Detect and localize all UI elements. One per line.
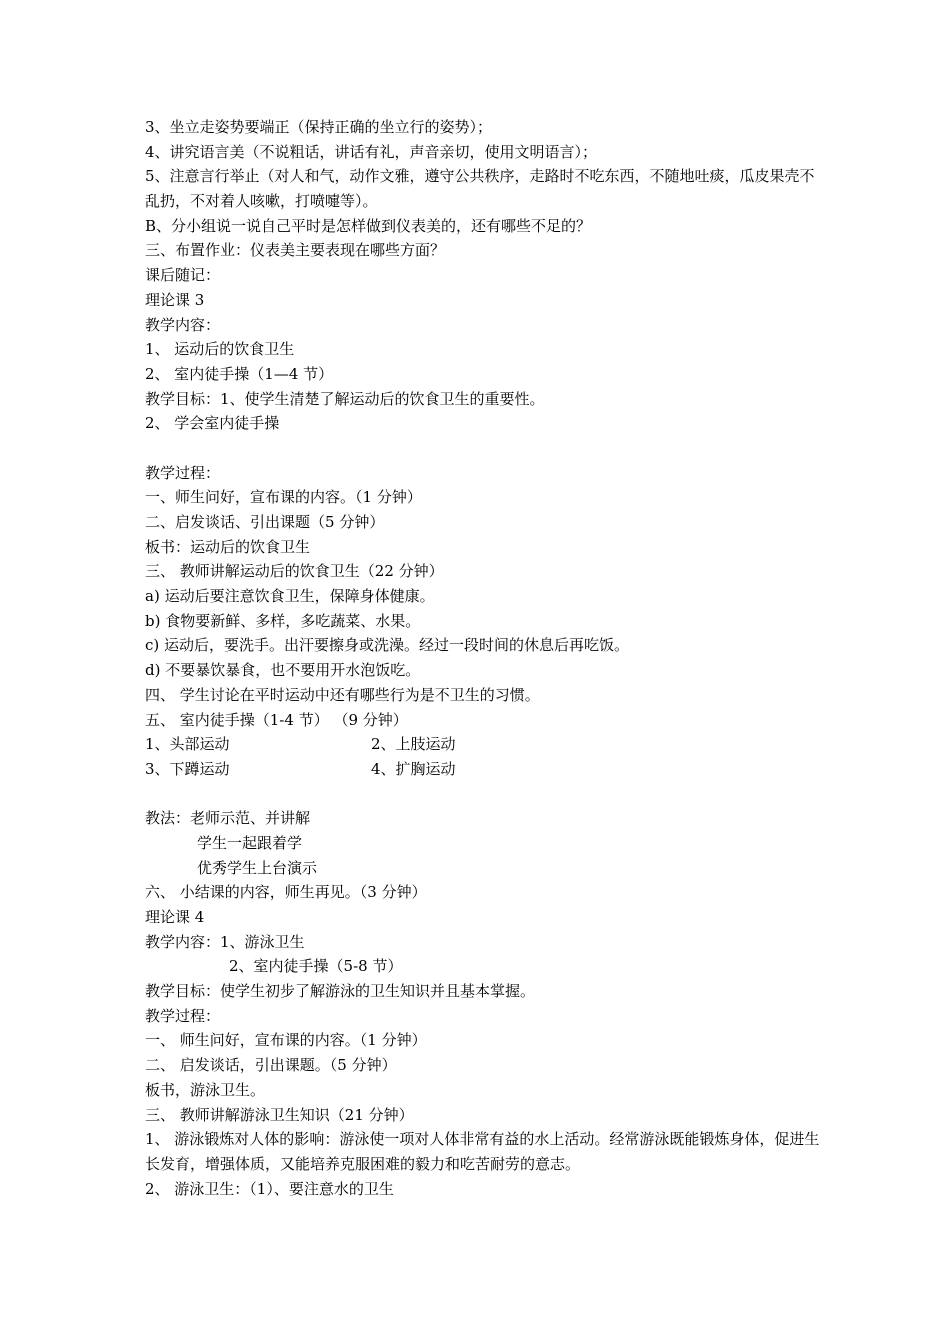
- exercise-item: 1、头部运动: [145, 735, 230, 754]
- text-line: 三、 教师讲解游泳卫生知识（21 分钟）: [145, 1105, 414, 1124]
- list-item: 1、 运动后的饮食卫生: [145, 340, 295, 359]
- text-line: 二、启发谈话、引出课题（5 分钟）: [145, 513, 385, 532]
- text-line: 教学内容：1、游泳卫生: [145, 932, 305, 951]
- text-line: 2、室内徒手操（5-8 节）: [229, 957, 403, 976]
- list-item: d) 不要暴饮暴食，也不要用开水泡饭吃。: [145, 661, 421, 680]
- blank-line: [145, 436, 825, 461]
- text-line: 教学目标：使学生初步了解游泳的卫生知识并且基本掌握。: [145, 982, 536, 1001]
- section-heading: 理论课 3: [145, 290, 205, 309]
- text-line: 一、师生问好，宣布课的内容。（1 分钟）: [145, 488, 422, 507]
- exercise-row: [145, 757, 825, 782]
- text-line: 2、 游泳卫生：（1）、要注意水的卫生: [145, 1179, 394, 1198]
- text-line: 板书：运动后的饮食卫生: [145, 537, 311, 556]
- text-line: 优秀学生上台演示: [197, 858, 318, 877]
- text-line: 课后随记：: [145, 266, 221, 285]
- text-line: 五、 室内徒手操（1-4 节） （9 分钟）: [145, 710, 408, 729]
- text-line: 三、 教师讲解运动后的饮食卫生（22 分钟）: [145, 562, 444, 581]
- text-line: 三、布置作业：仪表美主要表现在哪些方面？: [145, 241, 446, 260]
- section-heading: 理论课 4: [145, 908, 205, 927]
- exercise-item: 4、扩胸运动: [371, 759, 456, 778]
- exercise-item: 2、上肢运动: [371, 735, 456, 754]
- text-line: 教学内容：: [145, 315, 221, 334]
- text-line: 板书，游泳卫生。: [145, 1080, 266, 1099]
- exercise-item: 3、下蹲运动: [145, 759, 230, 778]
- text-line: 3、坐立走姿势要端正（保持正确的坐立行的姿势）；: [145, 118, 493, 136]
- text-line: 一、 师生问好，宣布课的内容。（1 分钟）: [145, 1031, 427, 1050]
- text-line: 教学过程：: [145, 1006, 221, 1025]
- text-line: B、分小组说一说自己平时是怎样做到仪表美的，还有哪些不足的？: [145, 216, 592, 235]
- document-body: [145, 115, 825, 1201]
- list-item: a) 运动后要注意饮食卫生，保障身体健康。: [145, 587, 435, 606]
- text-line: 4、讲究语言美（不说粗话，讲话有礼，声音亲切，使用文明语言）；: [145, 142, 598, 161]
- text-line: 教学过程：: [145, 463, 221, 482]
- list-item: b) 食物要新鲜、多样，多吃蔬菜、水果。: [145, 611, 421, 630]
- text-line: 教学目标：1、使学生清楚了解运动后的饮食卫生的重要性。: [145, 389, 545, 408]
- list-item: 2、 室内徒手操（1—4 节）: [145, 364, 334, 383]
- list-item: c) 运动后，要洗手。出汗要擦身或洗澡。经过一段时间的休息后再吃饭。: [145, 636, 630, 655]
- text-line: 六、 小结课的内容，师生再见。（3 分钟）: [145, 883, 427, 902]
- text-line: 四、 学生讨论在平时运动中还有哪些行为是不卫生的习惯。: [145, 685, 540, 704]
- text-line: 二、 启发谈话，引出课题。（5 分钟）: [145, 1056, 397, 1075]
- text-line: 教法：老师示范、并讲解: [145, 809, 311, 828]
- text-paragraph: 5、注意言行举止（对人和气，动作文雅，遵守公共秩序，走路时不吃东西，不随地吐痰，瓜皮果壳不乱扔，不对着人咳嗽，打喷嚏等）。: [145, 167, 815, 211]
- exercise-row: [145, 732, 825, 757]
- list-item: 2、 学会室内徒手操: [145, 414, 280, 433]
- text-line: 学生一起跟着学: [197, 833, 303, 852]
- blank-line: [145, 782, 825, 807]
- text-paragraph: 1、 游泳锻炼对人体的影响：游泳使一项对人体非常有益的水上活动。经常游泳既能锻炼身体，促进生长发育，增强体质，又能培养克服困难的毅力和吃苦耐劳的意志。: [145, 1130, 820, 1173]
